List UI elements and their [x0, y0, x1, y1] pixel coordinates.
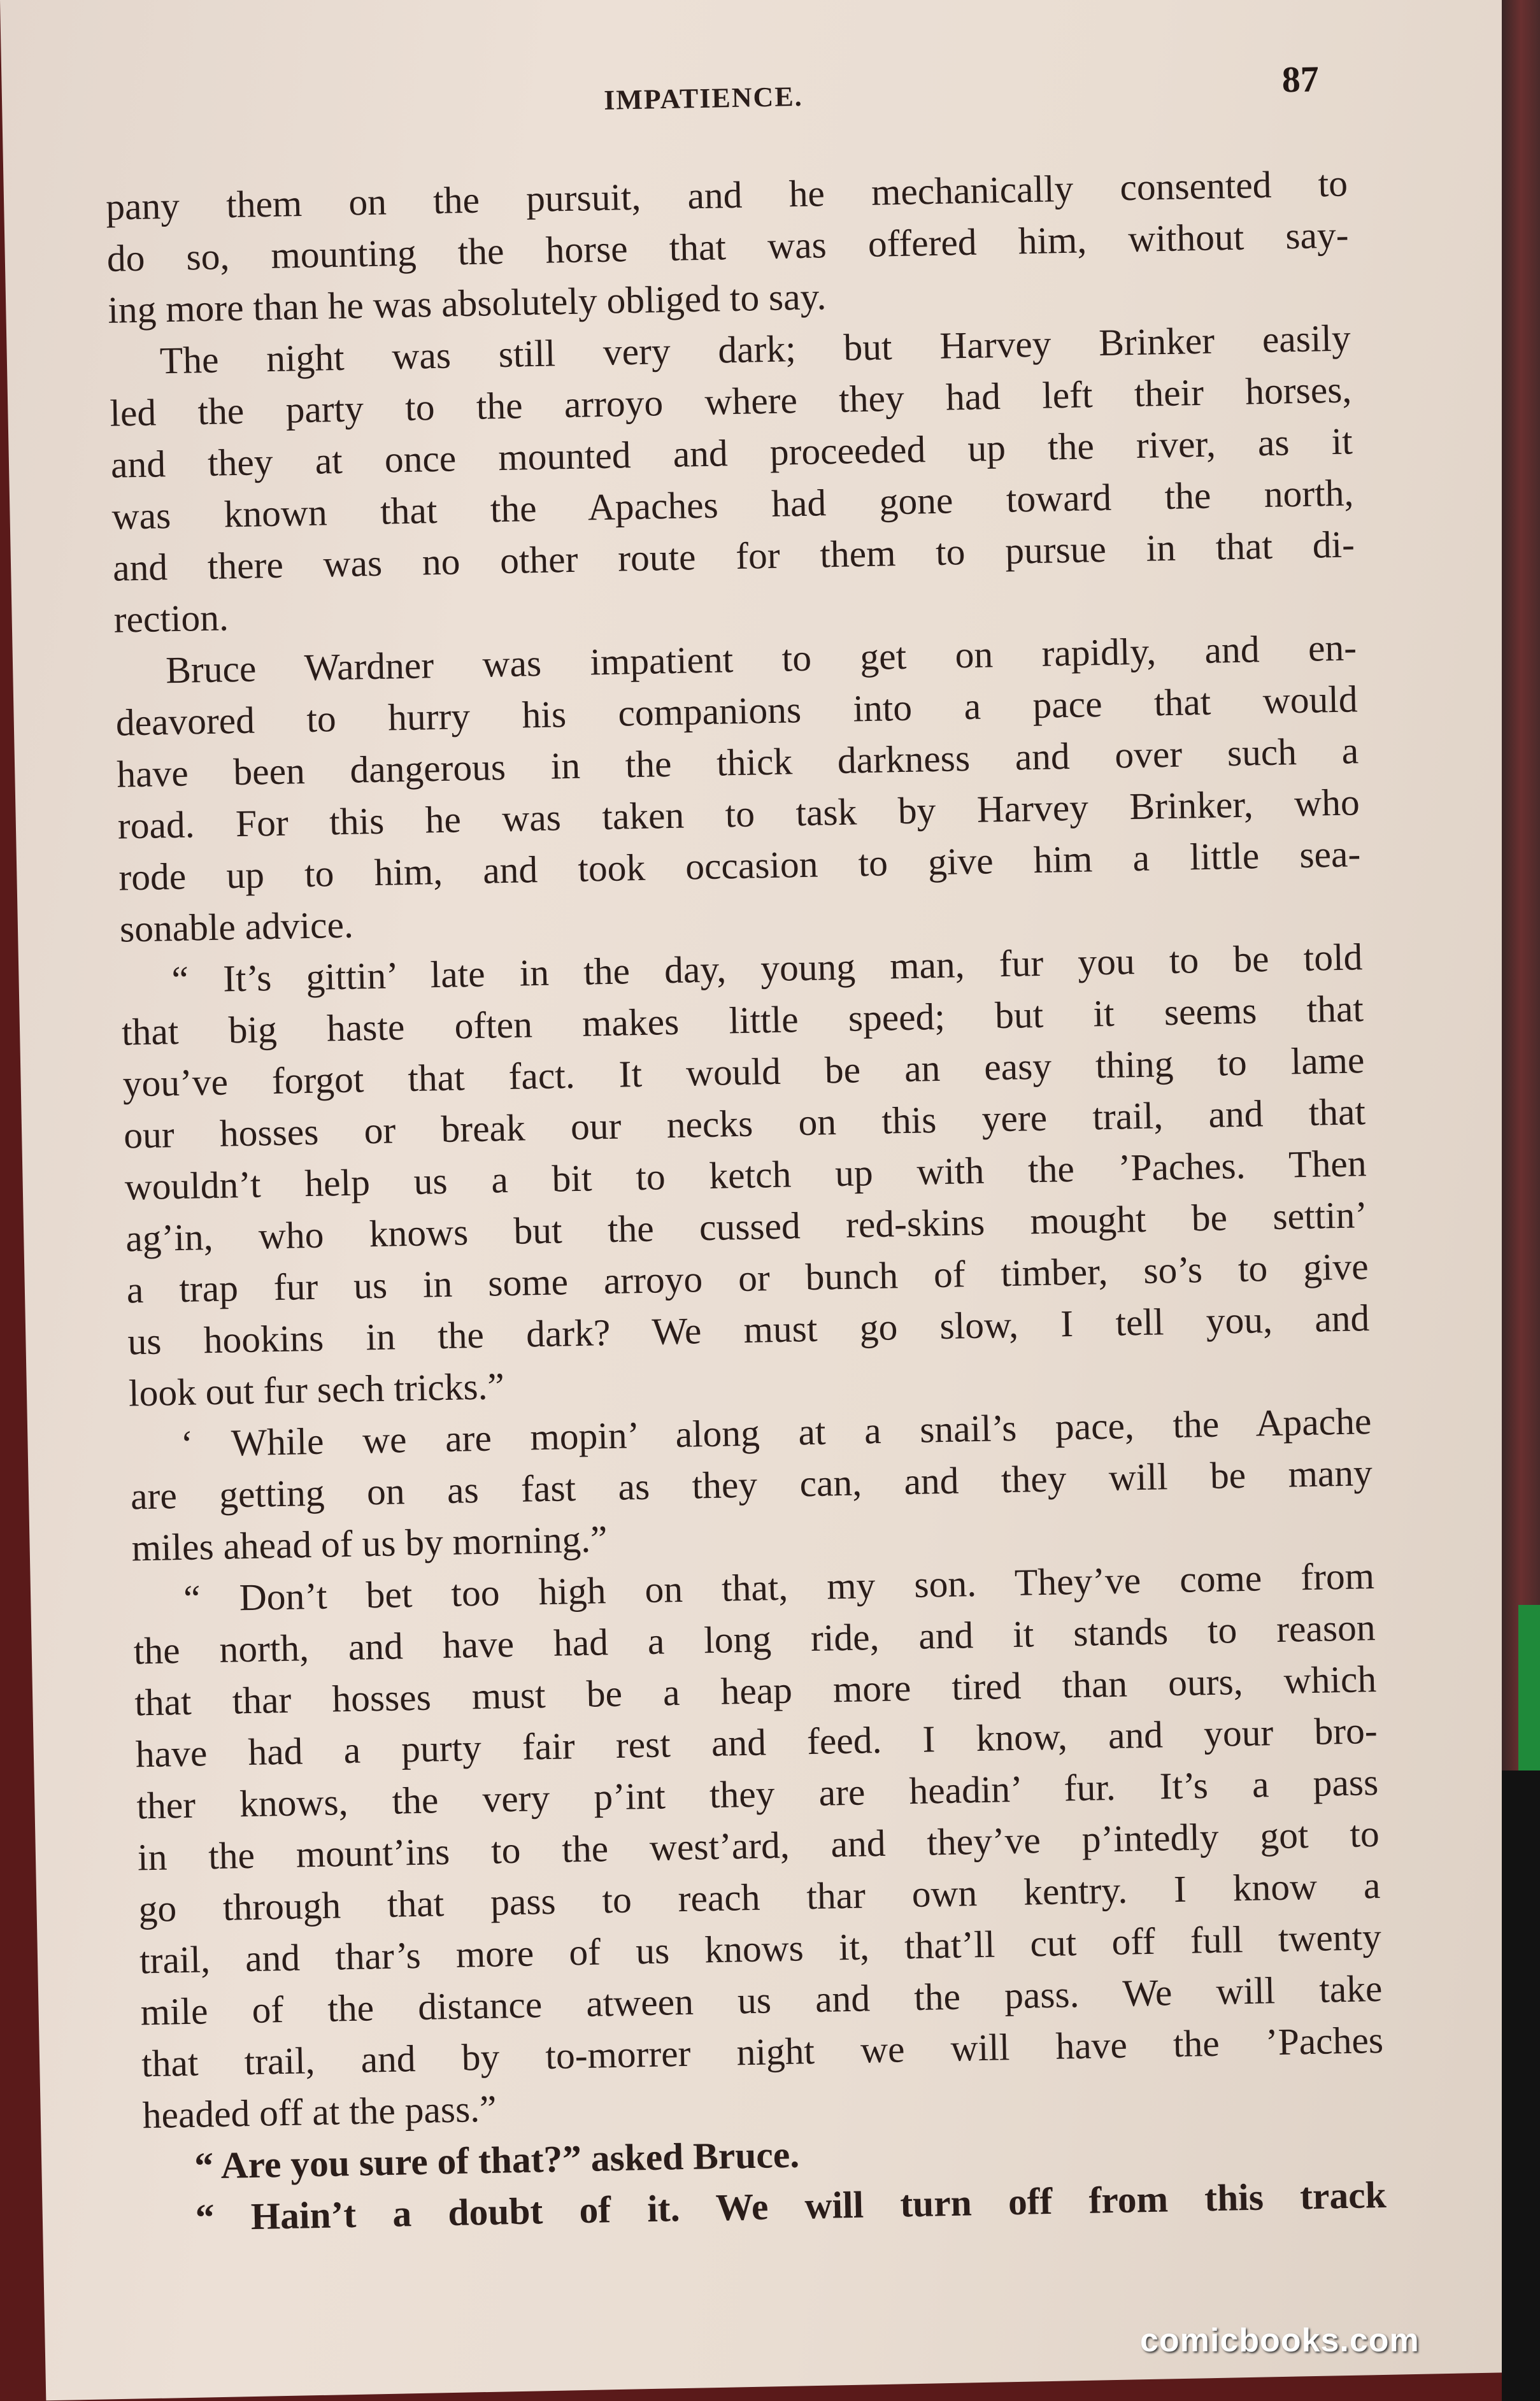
text-line: that big haste often makes little speed; but it seems that — [121, 987, 1364, 1053]
text-line: rection. — [113, 596, 229, 641]
text-line: ing more than he was absolutely obliged to say. — [107, 275, 827, 331]
watermark: comicbooks.com — [1140, 2322, 1420, 2359]
text-line: mile of the distance atween us and the pass. We will take — [140, 1967, 1383, 2034]
text-line: road. For this he was taken to task by Harvey Brinker, who — [117, 781, 1360, 847]
text-line: have had a purty fair rest and feed. I know, and your bro- — [135, 1709, 1378, 1776]
text-line: the north, and have had a long ride, and it stands to reason — [133, 1606, 1376, 1672]
body-text — [105, 157, 1387, 2244]
text-line: and they at once mounted and proceeded up the river, as it — [110, 420, 1353, 486]
running-head — [1, 56, 1403, 134]
text-line: our hosses or break our necks on this yere trail, and that — [123, 1090, 1366, 1157]
text-line: that thar hosses must be a heap more tired than ours, which — [134, 1658, 1377, 1724]
text-line: “ Hain’t a doubt of it. We will turn off from this track — [195, 2173, 1387, 2239]
text-line: deavored to hurry his companions into a pace that would — [115, 678, 1358, 744]
text-line: that trail, and by to-morrer night we will have the ’Paches — [141, 2018, 1384, 2085]
text-line: go through that pass to reach thar own kentry. I know a — [138, 1863, 1381, 1930]
text-line: “ Don’t bet too high on that, my son. They’ve come from — [183, 1555, 1375, 1620]
text-line: “ It’s gittin’ late in the day, young man, fur you to be told — [171, 936, 1363, 1001]
text-line: and there was no other route for them to pursue in that di- — [112, 523, 1355, 589]
text-line: trail, and thar’s more of us knows it, that’ll cut off full twenty — [139, 1915, 1382, 1982]
text-line: “ Are you sure of that?” asked Bruce. — [194, 2133, 800, 2187]
text-line: pany them on the pursuit, and he mechanically consented to — [105, 162, 1348, 228]
text-line: are getting on as fast as they can, and they will be many — [130, 1451, 1373, 1518]
text-line: you’ve forgot that fact. It would be an easy thing to lame — [122, 1039, 1365, 1105]
text-line: led the party to the arroyo where they had left their horses, — [109, 368, 1352, 434]
text-line: rode up to him, and took occasion to give him a little sea- — [118, 832, 1361, 899]
text-line: wouldn’t help us a bit to ketch up with the ’Paches. Then — [124, 1142, 1367, 1208]
text-line: ther knows, the very p’int they are headin’ fur. It’s a pass — [136, 1760, 1379, 1827]
chapter-title: IMPATIENCE. — [603, 80, 804, 116]
text-line: a trap fur us in some arroyo or bunch of timber, so’s to give — [126, 1245, 1369, 1311]
text-line: Bruce Wardner was impatient to get on rapidly, and en- — [165, 626, 1357, 692]
text-line: was known that the Apaches had gone toward the north, — [111, 471, 1354, 538]
text-line: look out fur sech tricks.” — [128, 1365, 505, 1414]
page-number: 87 — [1281, 58, 1320, 101]
text-line: headed off at the pass.” — [142, 2087, 497, 2137]
text-line: do so, mounting the horse that was offered him, without say- — [106, 213, 1350, 280]
text-line: sonable advice. — [119, 903, 354, 950]
text-line: miles ahead of us by morning.” — [131, 1518, 608, 1569]
text-line: ‘ While we are mopin’ along at a snail’s pace, the Apache — [180, 1400, 1372, 1465]
text-line: The night was still very dark; but Harvey Brinker easily — [159, 317, 1351, 382]
spine-shadow — [1502, 1770, 1540, 2401]
text-line: ag’in, who knows but the cussed red-skins mought be settin’ — [125, 1193, 1368, 1260]
text-line: in the mount’ins to the west’ard, and they’ve p’intedly got to — [137, 1812, 1380, 1879]
text-line: us hookins in the dark? We must go slow, I tell you, and — [127, 1297, 1370, 1363]
text-line: have been dangerous in the thick darkness and over such a — [116, 729, 1359, 795]
